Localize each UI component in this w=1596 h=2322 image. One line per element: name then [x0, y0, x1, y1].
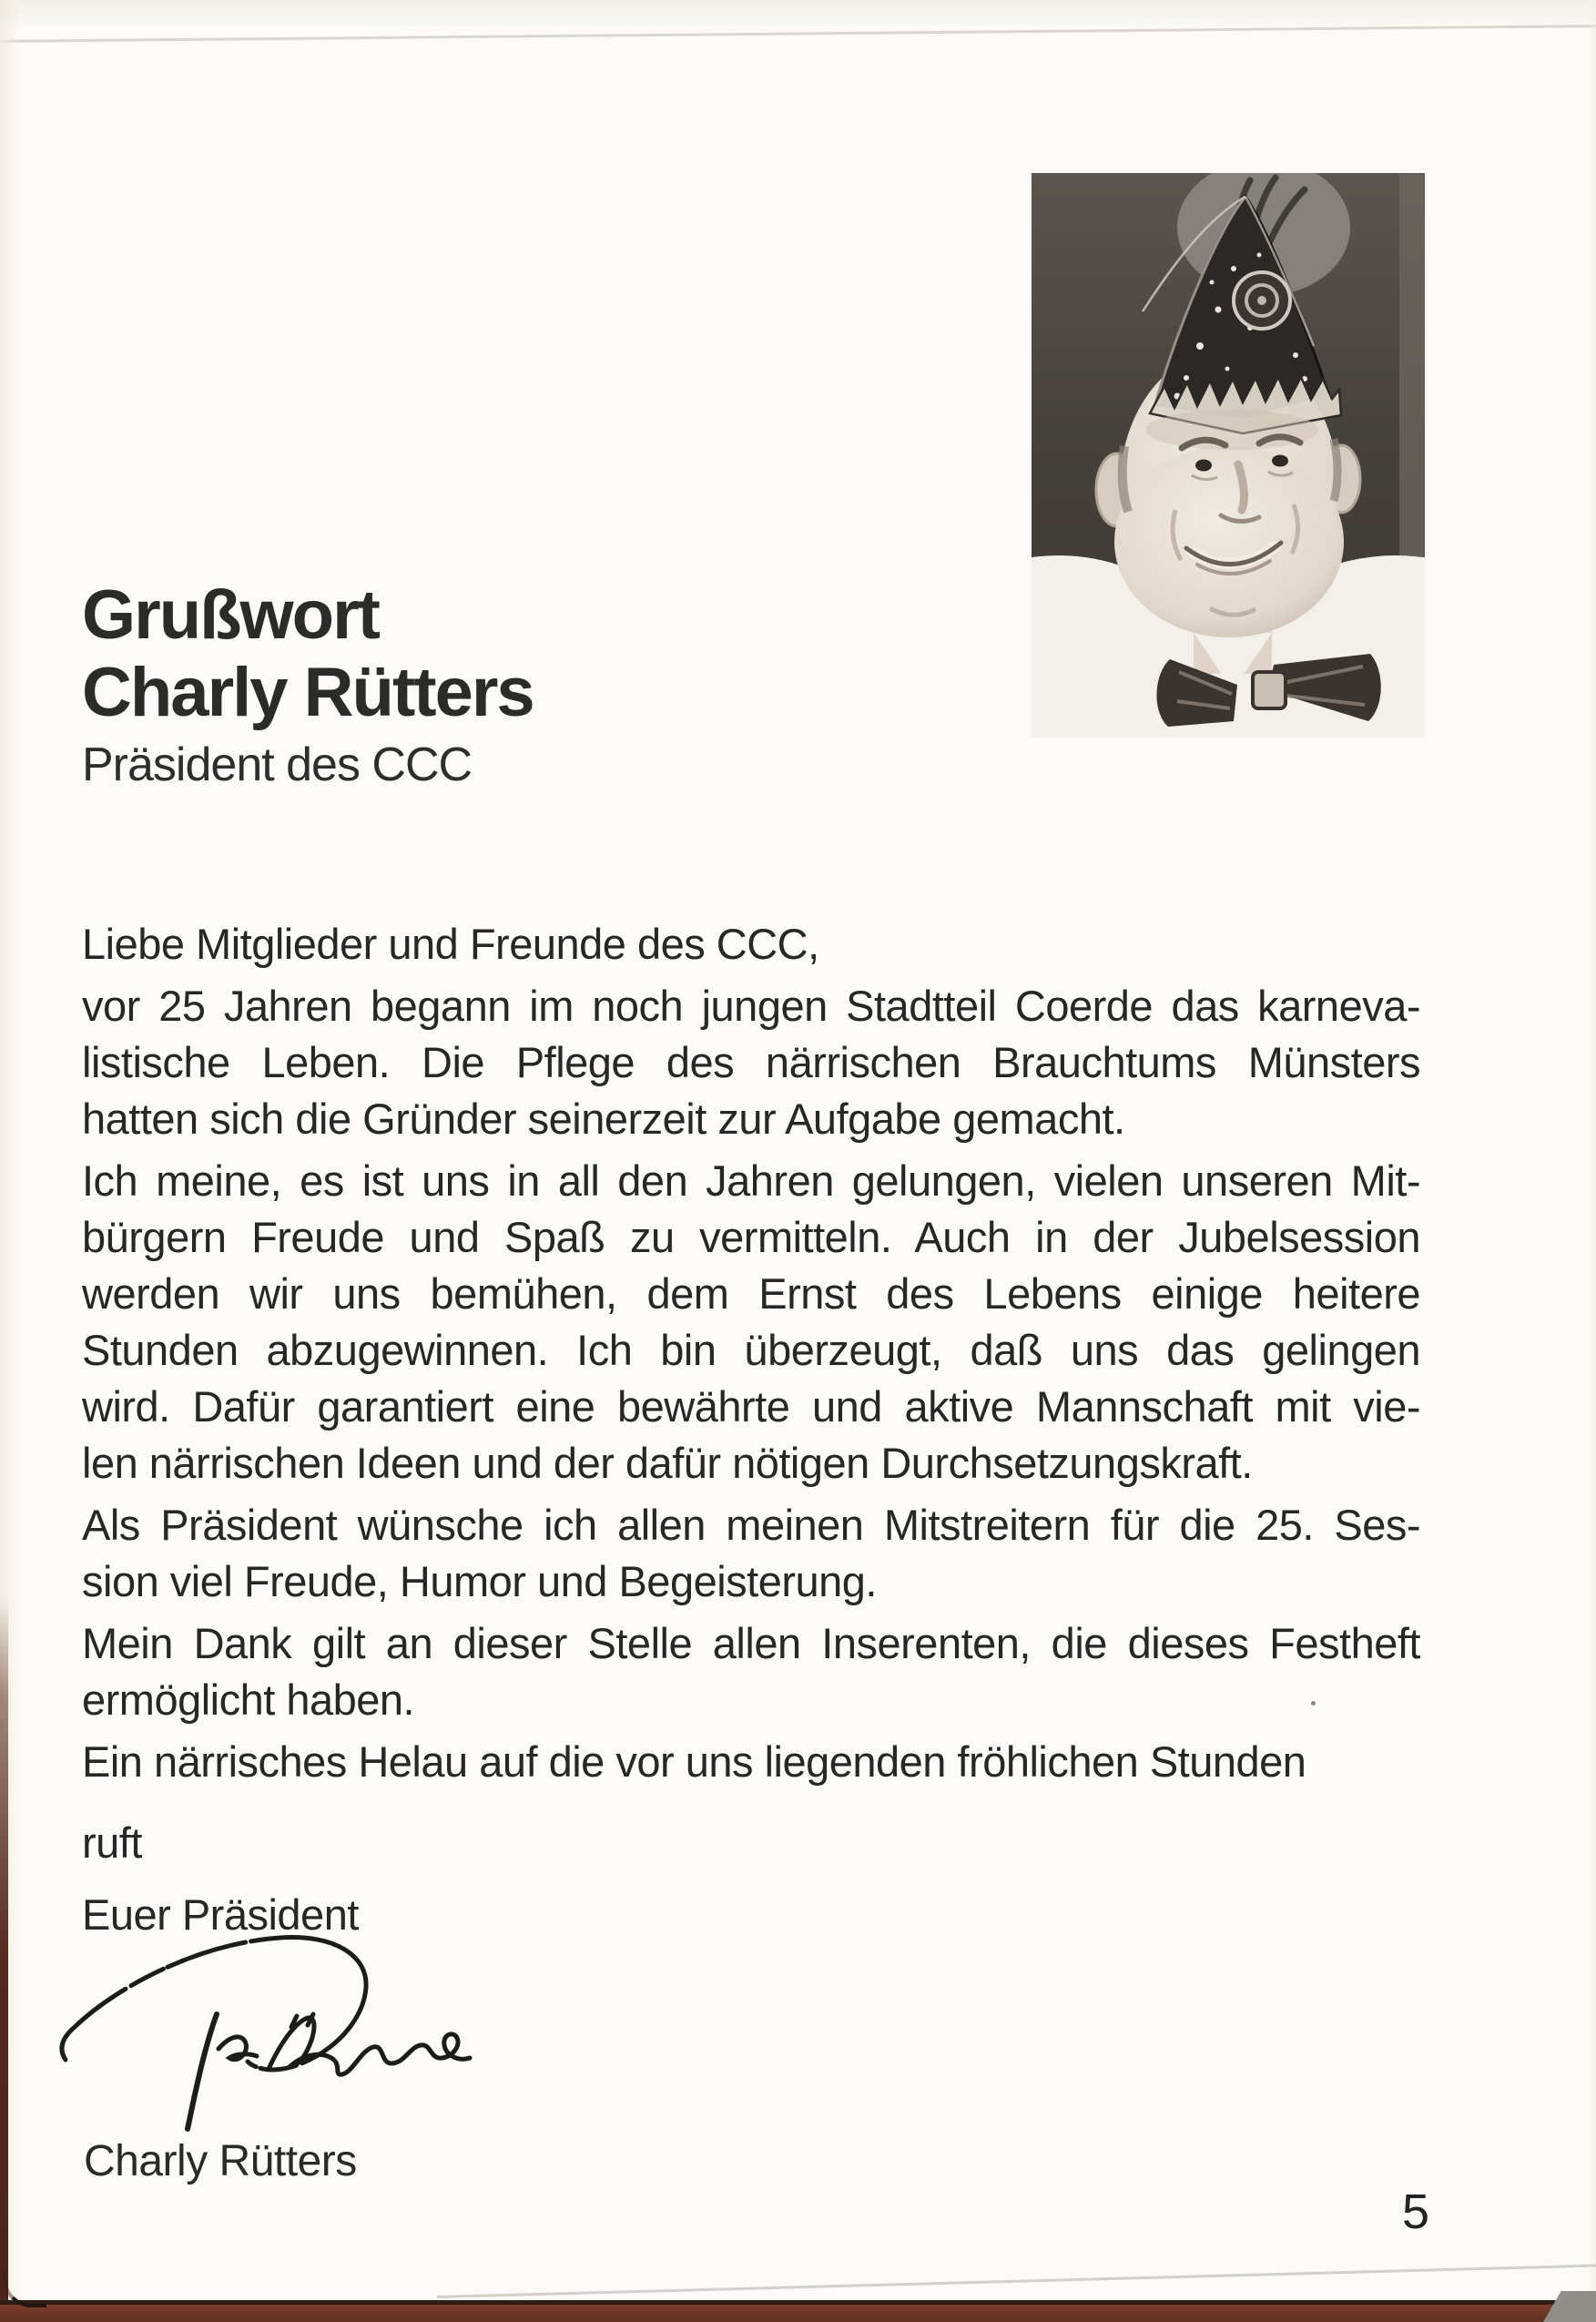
body-line: len närrischen Ideen und der dafür nötigen Durchsetzungskraft. — [82, 1439, 1253, 1487]
signature-caption: Charly Rütters — [84, 2137, 357, 2185]
scan-bottom-brown-bar — [0, 2300, 1596, 2322]
page-number: 5 — [1402, 2185, 1430, 2239]
scan-right-shading — [1587, 0, 1596, 2322]
body-line: Mein Dank gilt an dieser Stelle allen Inserenten, die dieses Festheft — [82, 1619, 1420, 1667]
closing-line: Euer Präsident — [82, 1890, 359, 1939]
paragraph-1 — [82, 978, 1420, 1147]
body-line: bürgern Freude und Spaß zu vermitteln. Auch in der Jubelsession — [82, 1213, 1420, 1261]
salutation-line: Liebe Mitglieder und Freunde des CCC, — [82, 920, 819, 968]
greeting-body — [82, 916, 1420, 1943]
body-line: hatten sich die Gründer seinerzeit zur Aufgabe gemacht. — [82, 1095, 1125, 1143]
body-line: werden wir uns bemühen, dem Ernst des Lebens einige heitere — [82, 1269, 1420, 1318]
scan-bottom-edge-line — [437, 2264, 1596, 2298]
scan-speck — [1311, 1701, 1316, 1706]
handwritten-signature — [53, 1930, 481, 2140]
heading-line-name: Charly Rütters — [82, 654, 534, 731]
scan-left-dark-edge — [0, 1598, 8, 2322]
paragraph-2 — [82, 1153, 1420, 1492]
signature-graphic — [53, 1930, 481, 2140]
body-line: vor 25 Jahren begann im noch jungen Stadtteil Coerde das karneva- — [82, 982, 1420, 1030]
body-line: Als Präsident wünsche ich allen meinen Mitstreitern für die 25. Ses- — [82, 1501, 1420, 1549]
paragraph-5 — [82, 1734, 1420, 1790]
portrait-photo-charly-ruetters — [1032, 173, 1425, 738]
body-line: wird. Dafür garantiert eine bewährte und aktive Mannschaft mit vie- — [82, 1382, 1420, 1431]
body-line: listische Leben. Die Pflege des närrischen Brauchtums Münsters — [82, 1038, 1420, 1086]
heading-subtitle: Präsident des CCC — [82, 738, 473, 791]
body-line: Stunden abzugewinnen. Ich bin überzeugt, daß uns das gelingen — [82, 1326, 1420, 1374]
portrait-photo-graphic — [1032, 173, 1425, 738]
paragraph-4 — [82, 1615, 1420, 1728]
body-line: Ein närrisches Helau auf die vor uns liegenden fröhlichen Stunden — [82, 1737, 1306, 1786]
body-line: ermöglicht haben. — [82, 1675, 415, 1724]
paragraph-3 — [82, 1497, 1420, 1610]
heading-line-grusswort: Grußwort — [82, 576, 379, 654]
call-word-line: ruft — [82, 1818, 142, 1867]
body-line: Ich meine, es ist uns in all den Jahren gelungen, vielen unseren Mit- — [82, 1156, 1420, 1205]
body-line: sion viel Freude, Humor und Begeisterung. — [82, 1557, 877, 1605]
greeting-heading — [82, 576, 534, 791]
